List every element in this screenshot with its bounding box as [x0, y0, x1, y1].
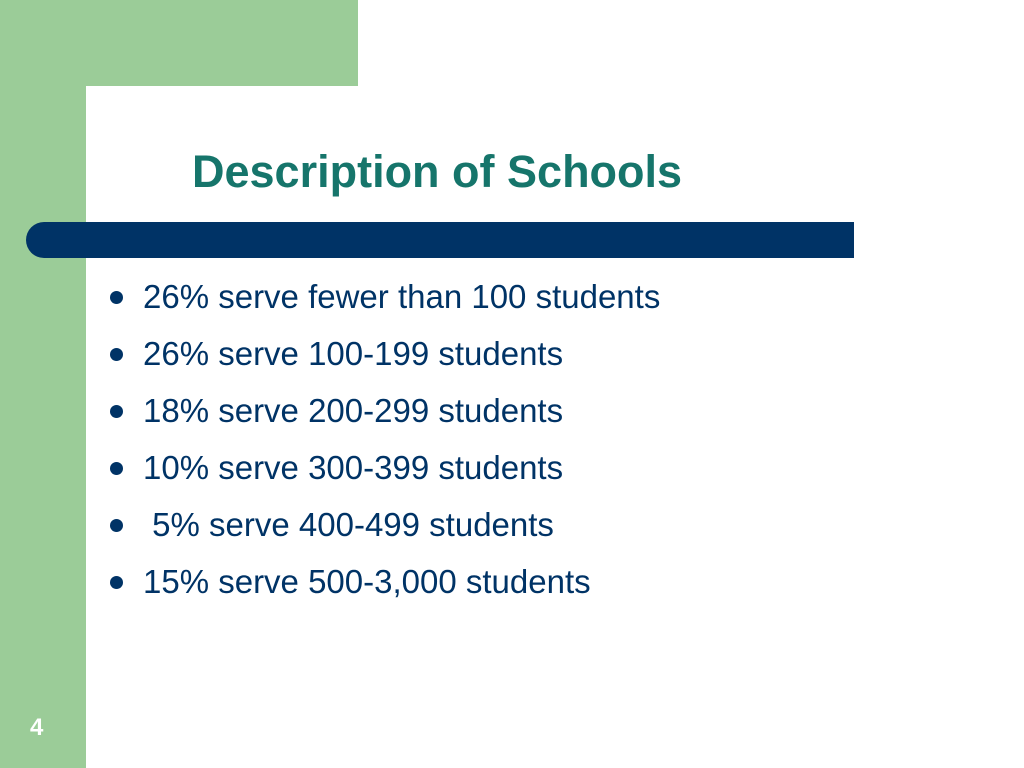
bullet-text: 15% serve 500-3,000 students: [143, 563, 591, 600]
slide-title: Description of Schools: [192, 146, 683, 197]
bullet-dot-icon: [110, 291, 123, 304]
bullet-item: [108, 498, 554, 555]
bullet-item: [108, 270, 661, 327]
decorative-green-left-band: [0, 0, 86, 768]
bullet-text: 18% serve 200-299 students: [143, 392, 564, 429]
bullet-dot-icon: [110, 519, 123, 532]
bullet-dot-icon: [110, 405, 123, 418]
bullet-text: 26% serve fewer than 100 students: [143, 278, 661, 315]
bullet-dot-icon: [110, 348, 123, 361]
bullet-item: [108, 384, 564, 441]
bullet-dot-icon: [110, 576, 123, 589]
bullet-text: 26% serve 100-199 students: [143, 335, 564, 372]
bullet-item: [108, 327, 564, 384]
bullet-dot-icon: [110, 462, 123, 475]
bullet-item: [108, 555, 591, 612]
bullet-text: 10% serve 300-399 students: [143, 449, 564, 486]
title-underline-bar: [26, 222, 854, 258]
bullet-item: [108, 441, 564, 498]
bullet-list: [108, 270, 661, 612]
bullet-text: 5% serve 400-499 students: [143, 506, 554, 543]
decorative-rounded-corner: [86, 86, 206, 206]
page-number: 4: [30, 714, 44, 741]
